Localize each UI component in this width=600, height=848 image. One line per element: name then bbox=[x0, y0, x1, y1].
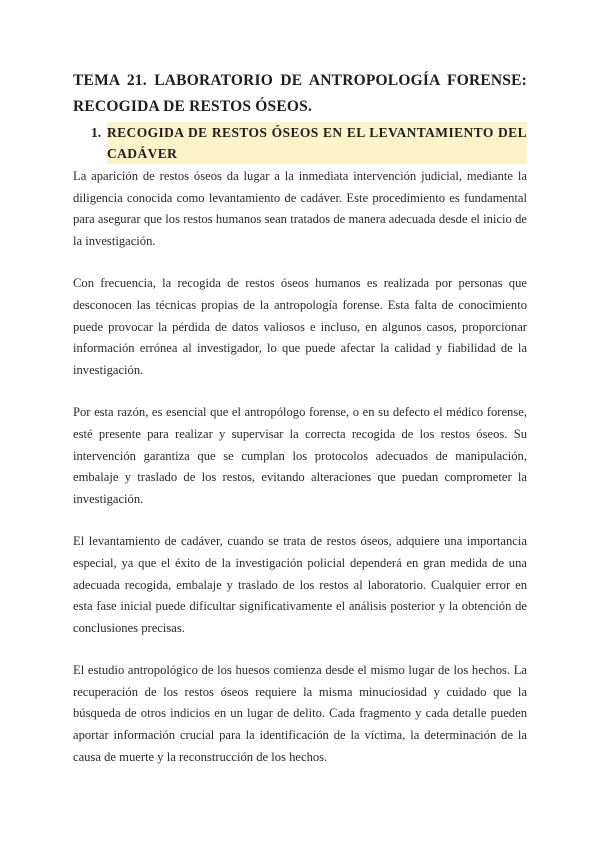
document-title bbox=[73, 68, 527, 120]
paragraph-1: La aparición de restos óseos da lugar a la inmediata intervención judicial, mediante la diligencia conocida como levantamiento de cadáver. Este procedimiento es fundamental para asegurar que los restos humanos sean tratados de manera adecuada desde el inicio de la investigación. bbox=[73, 169, 527, 248]
paragraph-4: El levantamiento de cadáver, cuando se trata de restos óseos, adquiere una importancia especial, ya que el éxito de la investigación policial dependerá en gran medida de una adecuada recogida, embalaje y traslado de los restos al laboratorio. Cualquier error en esta fase inicial puede dificultar significativamente el análisis posterior y la obtención de conclusiones precisas. bbox=[73, 534, 527, 635]
document-title-line-2: RECOGIDA DE RESTOS ÓSEOS. bbox=[73, 98, 313, 115]
section-number: 1. bbox=[91, 125, 102, 140]
document-page bbox=[73, 68, 527, 768]
document-title-line-1: TEMA 21. LABORATORIO DE ANTROPOLOGÍA FORENSE: bbox=[73, 72, 527, 89]
paragraph-3: Por esta razón, es esencial que el antropólogo forense, o en su defecto el médico forense, esté presente para realizar y supervisar la correcta recogida de los restos óseos. Su intervención garantiza que se cumplan los protocolos adecuados de manipulación, embalaje y traslado de los restos, evitando alteraciones que puedan comprometer la investigación. bbox=[73, 405, 527, 506]
section-heading-text bbox=[107, 122, 527, 164]
section-heading-line-2: CADÁVER bbox=[107, 146, 178, 161]
section-heading-line-1: RECOGIDA DE RESTOS ÓSEOS EN EL LEVANTAMIENTO DEL bbox=[107, 125, 527, 140]
paragraph-spacer bbox=[73, 639, 527, 660]
paragraph-spacer bbox=[73, 381, 527, 402]
section-heading bbox=[73, 122, 527, 164]
paragraph-2: Con frecuencia, la recogida de restos óseos humanos es realizada por personas que desconocen las técnicas propias de la antropología forense. Esta falta de conocimiento puede provocar la pérdida de datos valiosos e incluso, en algunos casos, proporcionar información errónea al investigador, lo que puede afectar la calidad y fiabilidad de la investigación. bbox=[73, 276, 527, 377]
paragraph-5: El estudio antropológico de los huesos comienza desde el mismo lugar de los hechos. La recuperación de los restos óseos requiere la misma minuciosidad y cuidado que la búsqueda de otros indicios en un lugar de delito. Cada fragmento y cada detalle pueden aportar información crucial para la identificación de la víctima, la determinación de la causa de muerte y la reconstrucción de los hechos. bbox=[73, 663, 527, 764]
paragraph-spacer bbox=[73, 252, 527, 273]
paragraph-spacer bbox=[73, 510, 527, 531]
